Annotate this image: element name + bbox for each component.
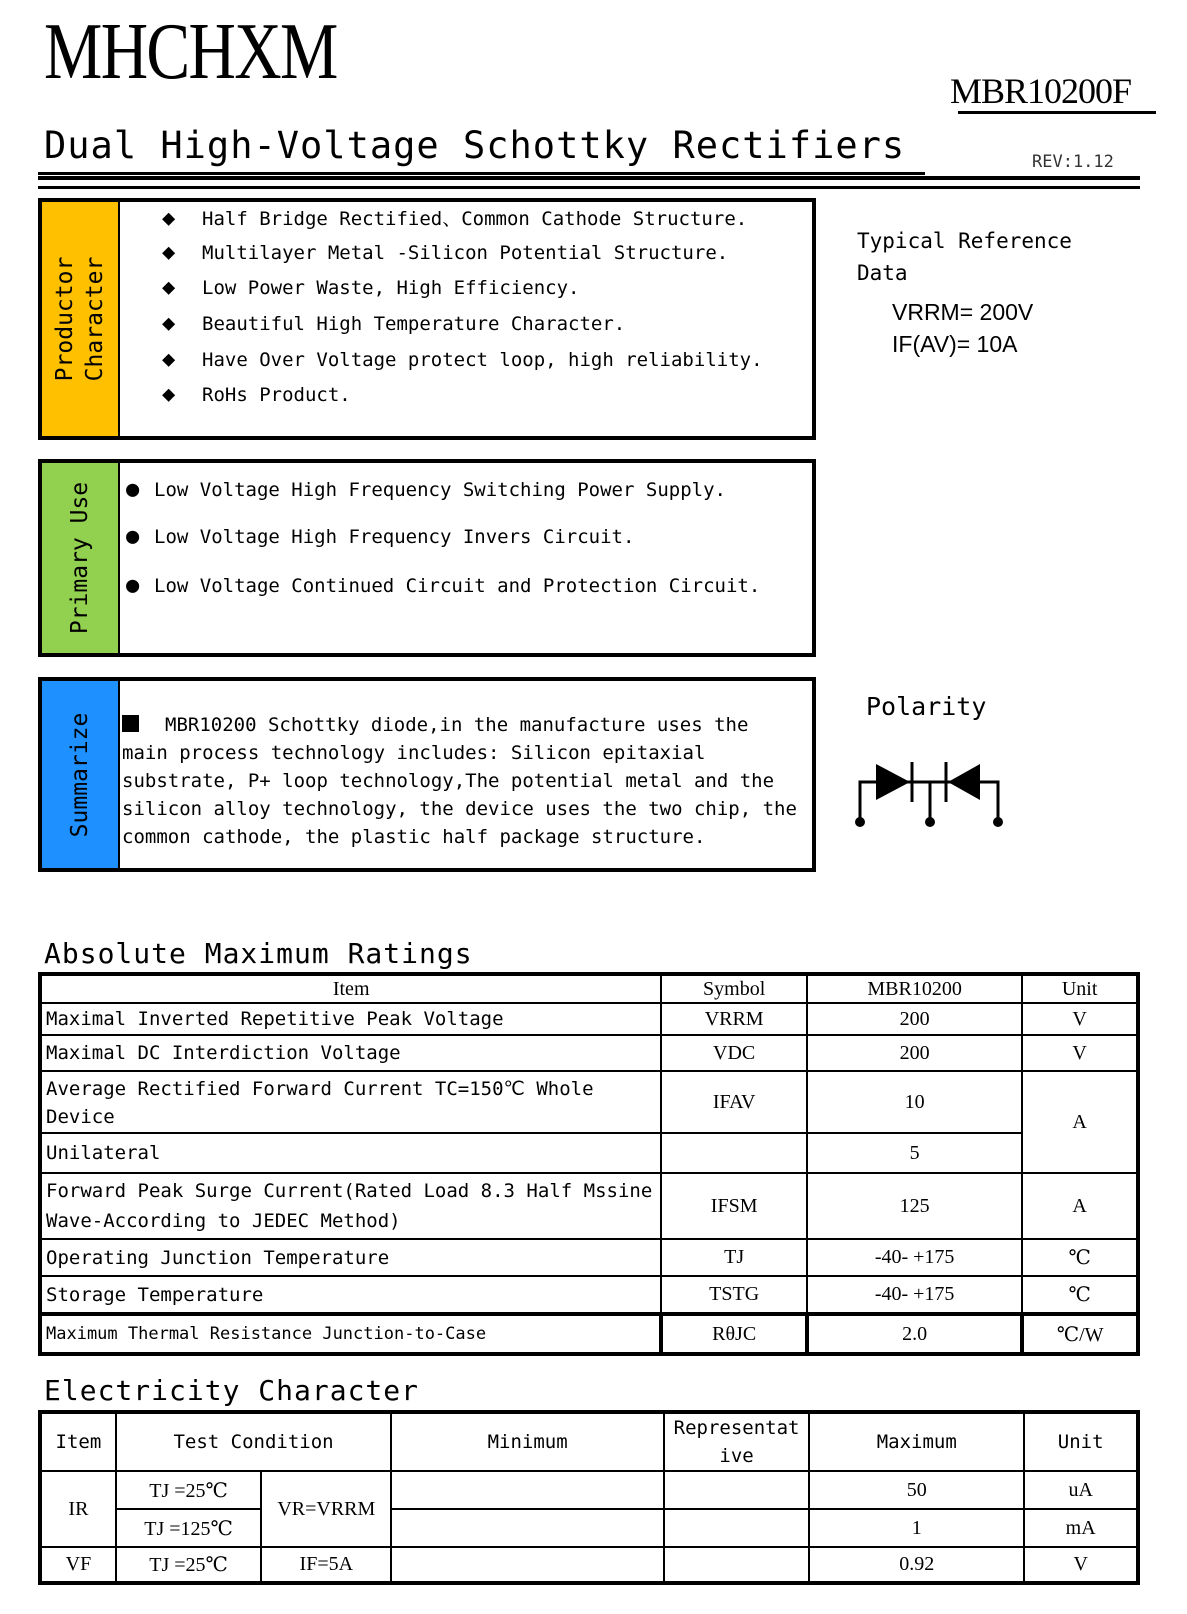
table-row: Unilateral 5 xyxy=(40,1133,1138,1173)
use-item: ● Low Voltage Continued Circuit and Protection Circuit. xyxy=(126,573,761,598)
table-row: TJ =125℃ 1 mA xyxy=(40,1509,1138,1547)
part-number-underline xyxy=(958,111,1156,114)
circle-bullet-icon: ● xyxy=(126,524,140,549)
feature-item: ◆ RoHs Product. xyxy=(162,382,351,407)
table-row: Average Rectified Forward Current TC=150℃ Whole Device IFAV 10 A xyxy=(40,1071,1138,1133)
feature-item: ◆ Low Power Waste, High Efficiency. xyxy=(162,275,580,300)
table-header-row: Item Test Condition Minimum Representative Maximum Unit xyxy=(40,1412,1138,1471)
summarize-box xyxy=(38,677,816,872)
productor-side-label xyxy=(42,202,120,436)
table-row: Operating Junction Temperature TJ -40- +175 ℃ xyxy=(40,1239,1138,1276)
feature-item: ◆ Half Bridge Rectified、Common Cathode Structure. xyxy=(162,206,748,231)
typical-values xyxy=(892,296,1033,360)
primary-side-label: Primary Use xyxy=(42,463,120,653)
abs-max-title: Absolute Maximum Ratings xyxy=(44,937,473,970)
header-divider-bottom xyxy=(38,186,1140,189)
summary-paragraph: MBR10200 Schottky diode,in the manufacture uses the main process technology includes: Silicon epitaxial substrate, P+ loop technology,The potential metal and the silicon alloy technology, the device uses the two chip, the common cathode, the plastic half package structure. xyxy=(122,714,797,848)
productor-label-line1: Productor xyxy=(52,256,78,382)
header-symbol: Symbol xyxy=(661,974,807,1003)
header-item: Item xyxy=(40,974,661,1003)
typical-reference-heading: Typical Reference Data xyxy=(857,229,1072,285)
productor-label-line2: Character xyxy=(82,256,108,382)
circle-bullet-icon: ● xyxy=(126,573,140,598)
square-bullet-icon xyxy=(122,715,139,732)
feature-item: ◆ Have Over Voltage protect loop, high reliability. xyxy=(162,347,763,372)
diamond-bullet-icon: ◆ xyxy=(162,311,176,336)
title-underline xyxy=(38,172,925,175)
header-divider-top xyxy=(38,176,1140,180)
vrrm-typical: VRRM= 200V xyxy=(892,299,1034,325)
part-number: MBR10200F xyxy=(950,71,1132,111)
header-value: MBR10200 xyxy=(807,974,1022,1003)
productor-character-box xyxy=(38,198,816,440)
table-row: Storage Temperature TSTG -40- +175 ℃ xyxy=(40,1276,1138,1314)
elec-title: Electricity Character xyxy=(44,1374,420,1407)
abs-max-table xyxy=(38,972,1140,1356)
diamond-bullet-icon: ◆ xyxy=(162,206,176,231)
brand-logo: MHCHXM xyxy=(44,8,337,96)
use-item: ● Low Voltage High Frequency Invers Circuit. xyxy=(126,524,635,549)
table-row: VF TJ =25℃ IF=5A 0.92 V xyxy=(40,1547,1138,1583)
document-title: Dual High-Voltage Schottky Rectifiers xyxy=(44,124,906,167)
summarize-side-label: Summarize xyxy=(42,681,120,868)
table-row: IR TJ =25℃ VR=VRRM 50 uA xyxy=(40,1471,1138,1509)
table-header-row xyxy=(40,974,1138,1003)
primary-use-box xyxy=(38,459,816,657)
header-unit: Unit xyxy=(1022,974,1138,1003)
ifav-typical: IF(AV)= 10A xyxy=(892,331,1018,357)
elec-table xyxy=(38,1410,1140,1585)
diamond-bullet-icon: ◆ xyxy=(162,240,176,265)
circle-bullet-icon: ● xyxy=(126,477,140,502)
polarity-diode-symbol-icon xyxy=(848,758,1008,830)
feature-item: ◆ Multilayer Metal -Silicon Potential Structure. xyxy=(162,240,729,265)
revision-label: REV:1.12 xyxy=(1032,152,1114,172)
diamond-bullet-icon: ◆ xyxy=(162,347,176,372)
diamond-bullet-icon: ◆ xyxy=(162,275,176,300)
table-row: Maximal Inverted Repetitive Peak Voltage VRRM 200 V xyxy=(40,1003,1138,1035)
use-item: ● Low Voltage High Frequency Switching Power Supply. xyxy=(126,477,726,502)
table-row: Maximal DC Interdiction Voltage VDC 200 V xyxy=(40,1035,1138,1071)
diamond-bullet-icon: ◆ xyxy=(162,382,176,407)
feature-item: ◆ Beautiful High Temperature Character. xyxy=(162,311,626,336)
table-row: Maximum Thermal Resistance Junction-to-Case RθJC 2.0 ℃/W xyxy=(40,1314,1138,1354)
polarity-label: Polarity xyxy=(866,692,987,721)
table-row: Forward Peak Surge Current(Rated Load 8.3 Half Mssine Wave-According to JEDEC Method) IFSM 125 A xyxy=(40,1173,1138,1239)
